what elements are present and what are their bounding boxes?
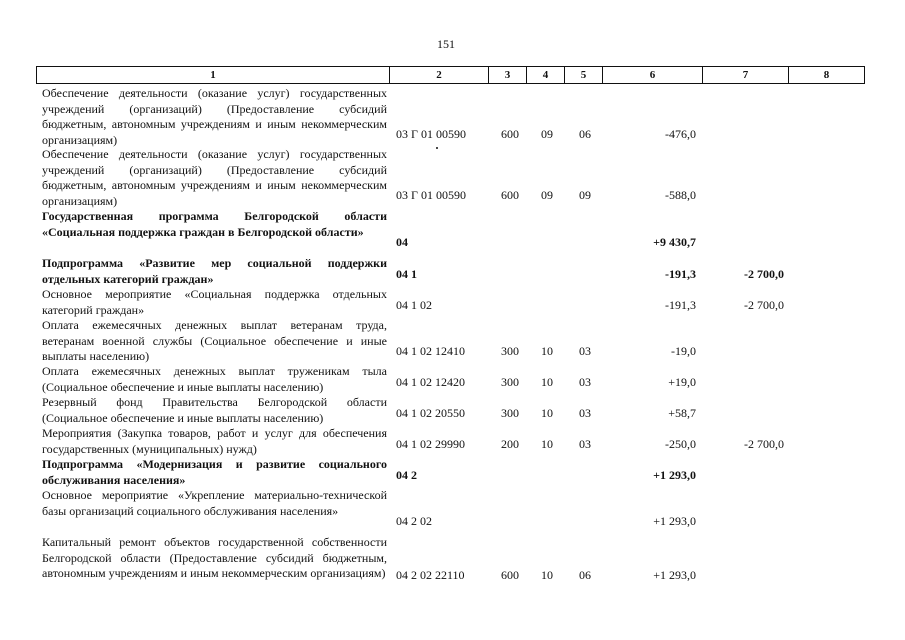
row-amount-6: +1 293,0	[653, 567, 696, 582]
row-description: Подпрограмма «Модернизация и развитие социального обслуживания населения»	[42, 457, 387, 487]
table-row	[0, 457, 905, 487]
row-vr: 300	[501, 405, 519, 420]
row-description: Подпрограмма «Развитие мер социальной поддержки отдельных категорий граждан»	[42, 256, 387, 286]
table-row	[0, 426, 905, 456]
header-cell-7: 7	[703, 67, 789, 83]
row-pr: 03	[579, 374, 591, 389]
row-amount-6: -476,0	[665, 126, 696, 141]
row-rz: 09	[541, 126, 553, 141]
row-amount-6: +9 430,7	[653, 234, 696, 249]
row-description: Оплата ежемесячных денежных выплат ветеранам труда, ветеранам военной службы (Социальное обеспечение и иные выплаты населению)	[42, 318, 387, 363]
table-row	[0, 256, 905, 286]
row-code: 04 1 02 20550	[396, 405, 465, 420]
row-pr: 03	[579, 343, 591, 358]
row-vr: 600	[501, 126, 519, 141]
table-row	[0, 287, 905, 317]
row-amount-6: +1 293,0	[653, 513, 696, 528]
row-vr: 300	[501, 374, 519, 389]
row-amount-7: -2 700,0	[744, 297, 784, 312]
row-amount-7: -2 700,0	[744, 266, 784, 281]
header-cell-3: 3	[489, 67, 527, 83]
row-rz: 10	[541, 405, 553, 420]
row-amount-6: -588,0	[665, 187, 696, 202]
row-code: 04 2 02 22110	[396, 567, 465, 582]
row-code: 04 1 02 12420	[396, 374, 465, 389]
row-rz: 10	[541, 436, 553, 451]
row-amount-6: -191,3	[665, 266, 696, 281]
row-vr: 600	[501, 187, 519, 202]
row-code: 04 1 02	[396, 297, 432, 312]
row-description: Основное мероприятие «Укрепление материально-технической базы организаций социального обслуживания населения»	[42, 488, 387, 518]
row-rz: 10	[541, 374, 553, 389]
row-rz: 10	[541, 343, 553, 358]
row-description: Резервный фонд Правительства Белгородской области (Социальное обеспечение и иные выплаты населению)	[42, 395, 387, 425]
table-row	[0, 395, 905, 425]
table-row	[0, 364, 905, 394]
row-description: Государственная программа Белгородской области «Социальная поддержка граждан в Белгородской области»	[42, 209, 387, 239]
header-cell-8: 8	[823, 69, 830, 81]
row-code: 04 2 02	[396, 513, 432, 528]
header-cell-5: 5	[565, 67, 603, 83]
table-row	[0, 318, 905, 363]
row-code: 04	[396, 234, 408, 249]
table-row	[0, 209, 905, 250]
header-cell-4: 4	[527, 67, 565, 83]
row-pr: 06	[579, 567, 591, 582]
table-header	[36, 66, 865, 84]
row-rz: 10	[541, 567, 553, 582]
row-vr: 600	[501, 567, 519, 582]
table-row	[0, 86, 905, 147]
row-vr: 200	[501, 436, 519, 451]
header-cell-6: 6	[603, 67, 703, 83]
row-pr: 03	[579, 405, 591, 420]
header-cell-1: 1	[37, 67, 390, 83]
row-amount-6: +1 293,0	[653, 467, 696, 482]
row-pr: 09	[579, 187, 591, 202]
row-pr: 06	[579, 126, 591, 141]
row-amount-6: -250,0	[665, 436, 696, 451]
row-description: Основное мероприятие «Социальная поддержка отдельных категорий граждан»	[42, 287, 387, 317]
row-amount-6: -19,0	[671, 343, 696, 358]
row-code: 03 Г 01 00590	[396, 187, 466, 202]
row-code: 03 Г 01 00590	[396, 126, 466, 141]
row-description: Обеспечение деятельности (оказание услуг) государственных учреждений (организаций) (Предоставление субсидий бюджетным, автономным учреждениям и иным некоммерческим организациям)	[42, 86, 387, 147]
table-row	[0, 535, 905, 583]
row-code: 04 1 02 29990	[396, 436, 465, 451]
row-description: Капитальный ремонт объектов государственной собственности Белгородской области (Предоставление субсидий бюджетным, автономным учреждениям и иным некоммерческим организациям)	[42, 535, 387, 580]
row-amount-6: +19,0	[668, 374, 696, 389]
table-row	[0, 147, 905, 208]
row-rz: 09	[541, 187, 553, 202]
header-cell-2: 2	[390, 67, 489, 83]
page-number: 151	[437, 37, 455, 51]
table-row	[0, 488, 905, 529]
row-amount-6: -191,3	[665, 297, 696, 312]
row-code: 04 2	[396, 467, 417, 482]
row-amount-6: +58,7	[668, 405, 696, 420]
row-code: 04 1	[396, 266, 417, 281]
row-description: Оплата ежемесячных денежных выплат труженикам тыла (Социальное обеспечение и иные выплаты населению)	[42, 364, 387, 394]
row-description: Обеспечение деятельности (оказание услуг) государственных учреждений (организаций) (Предоставление субсидий бюджетным, автономным учреждениям и иным некоммерческим организациям)	[42, 147, 387, 208]
scan-speck	[436, 147, 438, 149]
row-description: Мероприятия (Закупка товаров, работ и услуг для обеспечения государственных (муниципальных) нужд)	[42, 426, 387, 456]
row-vr: 300	[501, 343, 519, 358]
row-amount-7: -2 700,0	[744, 436, 784, 451]
row-pr: 03	[579, 436, 591, 451]
row-code: 04 1 02 12410	[396, 343, 465, 358]
